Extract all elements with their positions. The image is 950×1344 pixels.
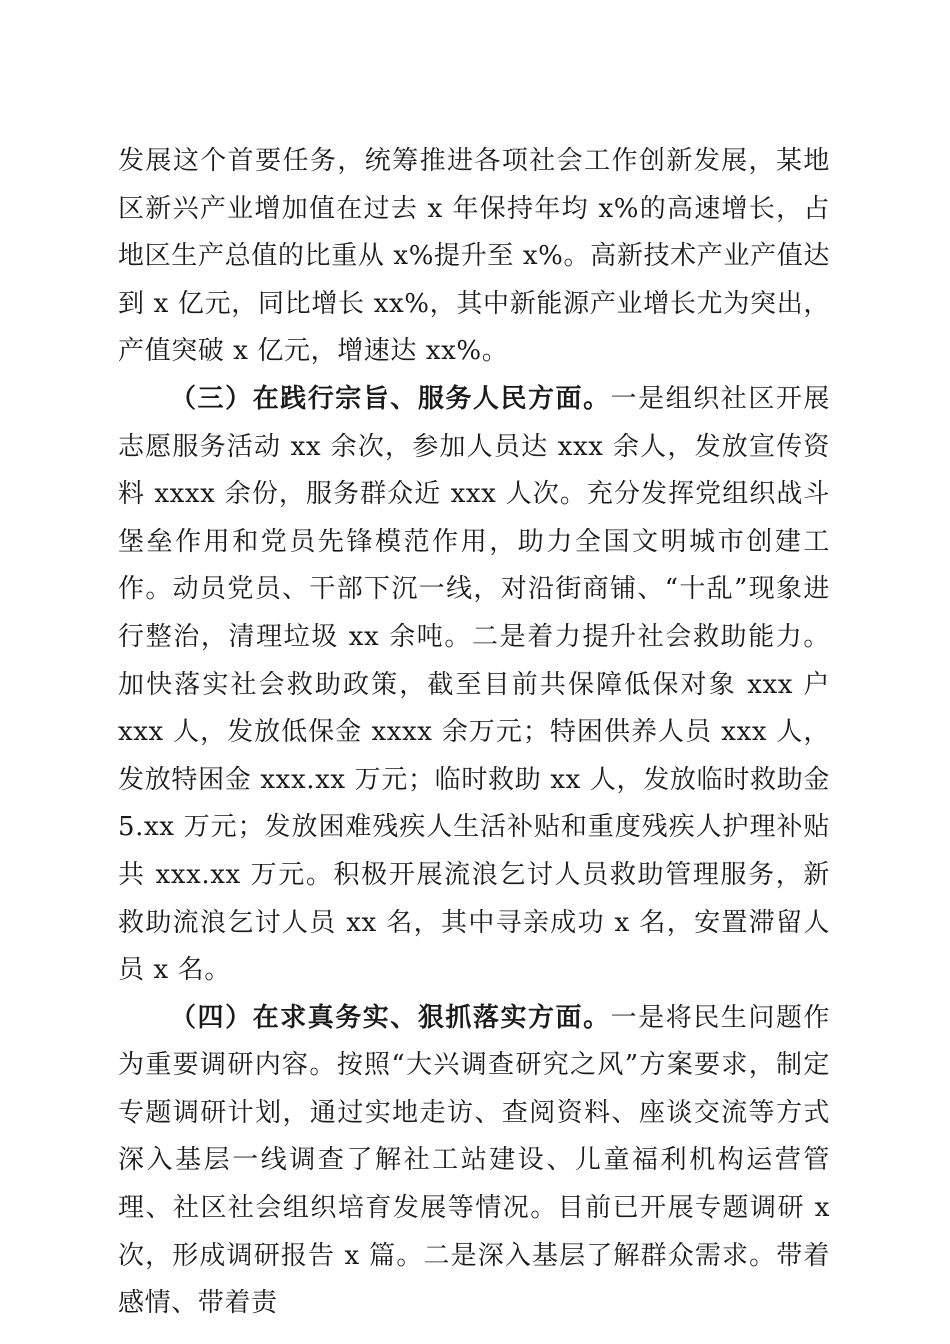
paragraph-body: 一是组织社区开展志愿服务活动 xx 余次，参加人员达 xxx 余人，发放宣传资料 xxxx 余份，服务群众近 xxx 人次。充分发挥党组织战斗堡垒作用和党员先锋模范作用，助力全国文明城市创建工作。动员党员、干部下沉一线，对沿街商铺、“十乱”现象进行整治，清理垃圾 xx 余吨。二是着力提升社会救助能力。加快落实社会救助政策，截至目前共保障低保对象 xxx 户 xxx 人，发放低保金 xxxx 余万元；特困供养人员 xxx 人，发放特困金 xxx.xx 万元；临时救助 xx 人，发放临时救助金 5.xx 万元；发放困难残疾人生活补贴和重度残疾人护理补贴共 xxx.xx 万元。积极开展流浪乞讨人员救助管理服务，新救助流浪乞讨人员 xx 名，其中寻亲成功 x 名，安置滞留人员 x 名。 bbox=[118, 383, 830, 986]
section-heading: （三）在践行宗旨、服务人民方面。 bbox=[170, 383, 611, 414]
paragraph-section-four bbox=[118, 995, 830, 1328]
paragraph-body: 一是将民生问题作为重要调研内容。按照“大兴调查研究之风”方案要求，制定专题调研计划，通过实地走访、查阅资料、座谈交流等方式深入基层一线调查了解社工站建设、儿童福利机构运营管理、社区社会组织培育发展等情况。目前已开展专题调研 x 次，形成调研报告 x 篇。二是深入基层了解群众需求。带着感情、带着责 bbox=[118, 1002, 830, 1319]
paragraph-continuation bbox=[118, 138, 830, 376]
paragraph-section-three bbox=[118, 376, 830, 995]
section-heading: （四）在求真务实、狠抓落实方面。 bbox=[170, 1002, 611, 1033]
paragraph-body: 发展这个首要任务，统筹推进各项社会工作创新发展，某地区新兴产业增加值在过去 x 年保持年均 x%的高速增长，占地区生产总值的比重从 x%提升至 x%。高新技术产业产值达到 x 亿元，同比增长 xx%，其中新能源产业增长尤为突出，产值突破 x 亿元，增速达 xx%。 bbox=[118, 146, 830, 367]
document-body bbox=[118, 138, 830, 1328]
